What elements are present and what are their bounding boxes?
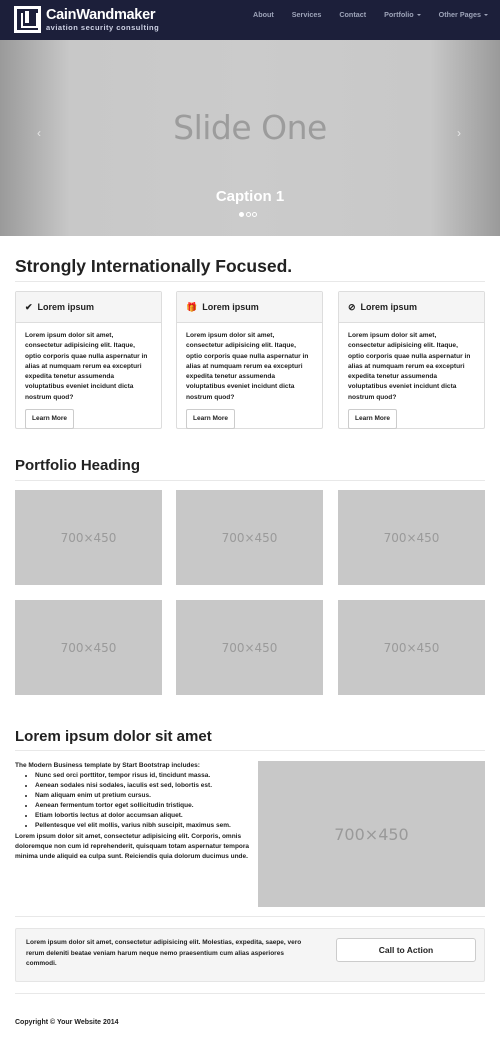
caret-down-icon [417, 14, 421, 16]
placeholder-label: 700×450 [334, 824, 409, 844]
features-heading: Strongly Internationally Focused. [15, 256, 293, 276]
nav-item-about[interactable] [253, 10, 274, 19]
brand-tagline: aviation security consulting [46, 22, 160, 32]
cta-text: Lorem ipsum dolor sit amet, consectetur adipisicing elit. Molestias, expedita, saepe, vero rerum deleniti beatae veniam harum neque nemo praesentium cum alias asperiores commodi. [26, 939, 302, 967]
carousel-indicator[interactable] [252, 212, 257, 217]
portfolio-item[interactable] [15, 490, 162, 585]
nav-menu [235, 0, 488, 28]
nav-item-label: Portfolio [384, 9, 414, 19]
divider [15, 916, 485, 917]
placeholder-label: 700×450 [221, 530, 278, 545]
nav-item-label: Contact [339, 9, 367, 19]
slide-caption: Caption 1 [215, 188, 285, 205]
panel-heading [339, 292, 484, 323]
nav-item-services[interactable] [292, 10, 322, 19]
call-to-action-well [15, 928, 485, 982]
nav-item-contact[interactable] [339, 10, 366, 19]
panel-title: Lorem ipsum [202, 302, 259, 312]
portfolio-item[interactable] [338, 490, 485, 585]
placeholder-label: 700×450 [383, 530, 440, 545]
panel-title: Lorem ipsum [360, 302, 418, 312]
feature-panel [15, 291, 162, 429]
carousel-prev-icon[interactable]: ‹ [37, 126, 41, 140]
feature-panel [176, 291, 323, 429]
learn-more-button[interactable]: Learn More [25, 409, 74, 429]
brand-name: CainWandmaker [46, 7, 156, 23]
features-section-heading: Lorem ipsum dolor sit amet [15, 728, 212, 745]
gift-icon: 🎁 [186, 301, 198, 312]
slide-title: Slide One [173, 108, 327, 147]
learn-more-button[interactable]: Learn More [348, 409, 397, 429]
list-item: • Aenean fermentum tortor eget sollicitudin tristique. [35, 801, 250, 811]
portfolio-item[interactable] [15, 600, 162, 695]
caret-down-icon [484, 14, 488, 16]
divider [15, 993, 485, 994]
divider [15, 480, 485, 481]
brand-logo[interactable] [14, 6, 159, 33]
nav-item-label: Services [291, 9, 322, 19]
nav-item-label: About [253, 9, 274, 19]
nav-item-other-pages[interactable] [439, 10, 488, 19]
logo-mark-icon [14, 6, 41, 33]
panel-text: Lorem ipsum dolor sit amet, consectetur adipisicing elit. Itaque, optio corporis quae nulla aspernatur in alias at numquam rerum ea excepturi expedita tenetur assumenda voluptatibus eveniet incidunt dicta nostrum quod? [186, 332, 309, 401]
hero-carousel [0, 40, 500, 236]
portfolio-item[interactable] [176, 600, 323, 695]
learn-more-button[interactable]: Learn More [186, 409, 235, 429]
list-item: • Aenean sodales nisi sodales, iaculis est sed, lobortis est. [35, 781, 250, 791]
features-image [258, 761, 485, 907]
panel-text: Lorem ipsum dolor sit amet, consectetur adipisicing elit. Itaque, optio corporis quae nulla aspernatur in alias at numquam rerum ea excepturi expedita tenetur assumenda voluptatibus eveniet incidunt dicta nostrum quod? [25, 332, 148, 401]
check-icon: ✔ [25, 301, 33, 312]
list-item: • Etiam lobortis lectus at dolor accumsan aliquet. [35, 811, 250, 821]
panel-body [177, 323, 322, 437]
panel-body [339, 323, 484, 437]
carousel-indicator[interactable] [246, 212, 251, 217]
list-item: • Nam aliquam enim ut pretium cursus. [35, 791, 250, 801]
portfolio-heading: Portfolio Heading [15, 457, 140, 474]
placeholder-label: 700×450 [60, 640, 117, 655]
footer-copyright: Copyright © Your Website 2014 [15, 1019, 119, 1026]
panel-body [16, 323, 161, 437]
brand-text [46, 8, 159, 31]
portfolio-item[interactable] [176, 490, 323, 585]
feature-panel [338, 291, 485, 429]
navbar [0, 0, 500, 40]
call-to-action-button[interactable]: Call to Action [336, 938, 476, 962]
portfolio-item[interactable] [338, 600, 485, 695]
features-list [35, 771, 250, 831]
carousel-indicators [239, 212, 259, 217]
panel-text: Lorem ipsum dolor sit amet, consectetur adipisicing elit. Itaque, optio corporis quae nulla aspernatur in alias at numquam rerum ea excepturi expedita tenetur assumenda voluptatibus eveniet incidunt dicta nostrum quod? [348, 332, 471, 401]
features-text [15, 761, 250, 862]
placeholder-label: 700×450 [221, 640, 278, 655]
nav-item-portfolio[interactable] [384, 10, 421, 19]
carousel-indicator[interactable] [239, 212, 244, 217]
compass-icon: ⊘ [348, 301, 356, 312]
carousel-next-icon[interactable]: › [457, 126, 461, 140]
placeholder-label: 700×450 [60, 530, 117, 545]
divider [15, 750, 485, 751]
placeholder-label: 700×450 [383, 640, 440, 655]
panel-heading [16, 292, 161, 323]
list-item: • Nunc sed orci porttitor, tempor risus id, tincidunt massa. [35, 771, 250, 781]
panel-title: Lorem ipsum [37, 302, 95, 312]
features-intro: The Modern Business template by Start Bootstrap includes: [15, 762, 200, 769]
panel-heading [177, 292, 322, 323]
nav-item-label: Other Pages [438, 9, 481, 19]
features-paragraph: Lorem ipsum dolor sit amet, consectetur adipisicing elit. Corporis, omnis doloremque non cum id reprehenderit, quisquam totam aspernatur tempora minima unde aliquid ea culpa sunt. Reiciendis quia dolorum ducimus unde. [15, 833, 250, 860]
list-item: • Pellentesque vel elit mollis, varius nibh suscipit, maximus sem. [35, 821, 250, 831]
divider [15, 281, 485, 282]
